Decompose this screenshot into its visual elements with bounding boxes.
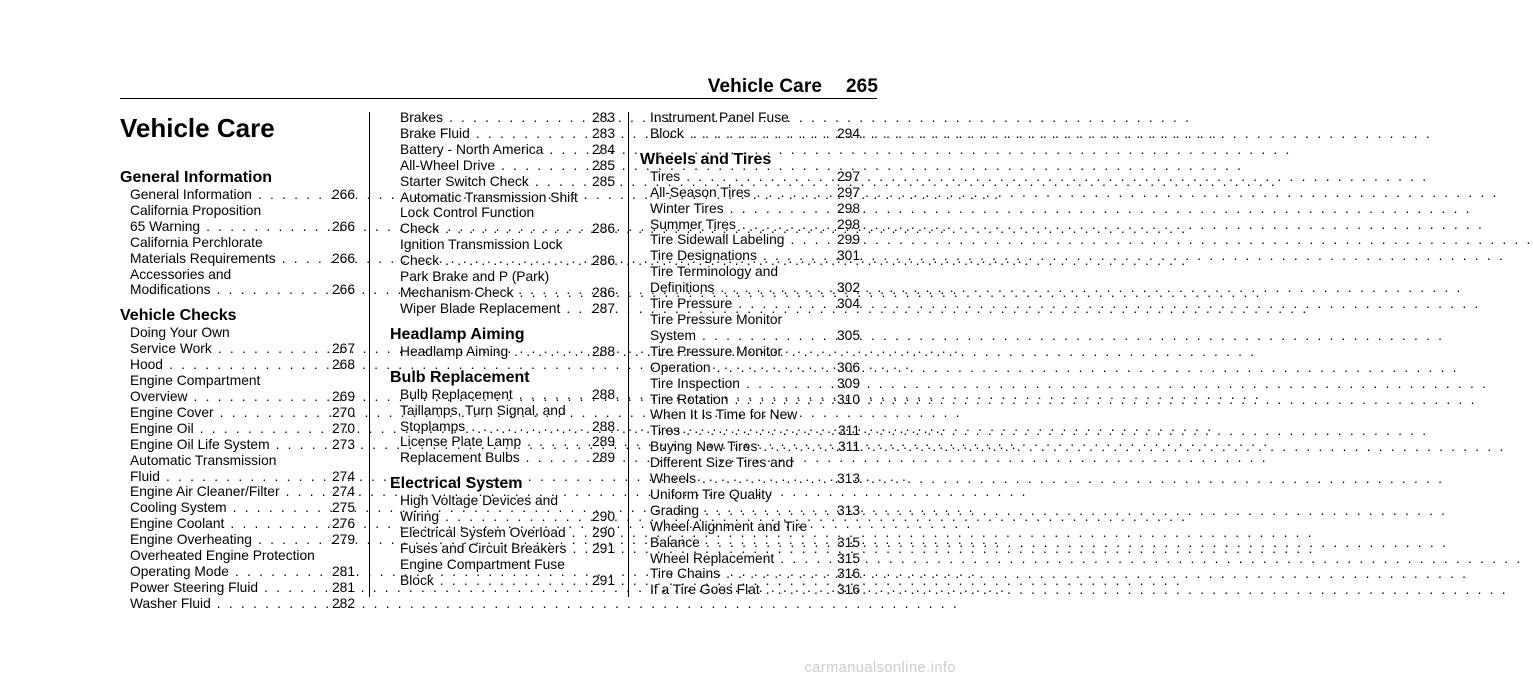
dot-leader [680, 423, 1428, 438]
toc-entry-text: Block [400, 572, 434, 588]
toc-page-number: 302 [836, 280, 860, 296]
toc-page-number: 306 [836, 359, 860, 375]
toc-entry-text: Engine Oil Life System [130, 436, 270, 452]
toc-entry-text: Taillamps, Turn Signal, and [400, 402, 566, 418]
toc-entry[interactable] [650, 312, 860, 344]
toc-page-number: 299 [836, 232, 860, 248]
toc-entry-text: Automatic Transmission Shift [400, 189, 578, 205]
toc-entry[interactable] [650, 566, 860, 582]
toc-entry-text: Hood [130, 357, 163, 373]
toc-page-number: 283 [591, 125, 615, 141]
toc-entry-text: Headlamp Aiming [400, 343, 509, 359]
toc-page-number: 316 [836, 582, 860, 598]
toc-page-number: 291 [591, 540, 615, 556]
toc-entry-text: Tire Pressure [650, 296, 733, 312]
toc-entry-text: Definitions [650, 280, 715, 296]
toc-page-number: 310 [836, 391, 860, 407]
toc-entry[interactable] [130, 453, 355, 485]
toc-entry-text: Engine Cover [130, 404, 214, 420]
toc-entry-text: Tire Terminology and [650, 264, 779, 280]
toc-page-number: 281 [331, 579, 355, 595]
toc-entry-text: Check [400, 221, 440, 237]
toc-entry-text: Engine Coolant [130, 516, 225, 532]
toc-entry-text: Ignition Transmission Lock [400, 237, 563, 253]
toc-entry-text: Wheels [650, 471, 697, 487]
section-heading: Vehicle Checks [120, 307, 237, 325]
toc-entry-text: Brakes [400, 110, 443, 125]
toc-entry[interactable] [400, 174, 615, 190]
toc-page-number: 270 [331, 420, 355, 436]
dot-leader [696, 471, 1444, 486]
toc-entry-text: Lock Control Function [400, 205, 535, 221]
toc-entry-text: Wiring [400, 509, 440, 525]
toc-entry-text: Operation [650, 359, 711, 375]
toc-page-number: 287 [591, 300, 615, 316]
toc-entry-text: California Perchlorate [130, 234, 263, 250]
toc-page-number: 294 [836, 125, 860, 141]
toc-entry-text: Engine Air Cleaner/Filter [130, 484, 280, 500]
toc-entry-text: Overview [130, 388, 188, 404]
toc-page-number: 313 [836, 502, 860, 518]
toc-entry-text: If a Tire Goes Flat [650, 582, 760, 598]
section-heading: Headlamp Aiming [390, 325, 525, 343]
toc-entry-text: Doing Your Own [130, 325, 230, 341]
section-heading: General Information [120, 169, 273, 186]
toc-entry[interactable] [130, 580, 355, 596]
dot-leader [684, 126, 1432, 141]
toc-entry-text: Cooling System [130, 500, 227, 516]
toc-entry-text: Winter Tires [650, 200, 724, 216]
toc-page-number: 282 [331, 595, 355, 611]
toc-entry-text: License Plate Lamp [400, 434, 522, 450]
toc-page-number: 266 [331, 187, 355, 202]
header-page-number: 265 [845, 76, 878, 97]
toc-entry-text: Park Brake and P (Park) [400, 269, 550, 285]
toc-entry[interactable] [130, 596, 355, 612]
dot-leader [711, 360, 1459, 375]
toc-page-number: 311 [838, 439, 860, 455]
section-heading: Bulb Replacement [390, 368, 530, 386]
toc-entry[interactable] [130, 187, 355, 203]
toc-entry-text: Instrument Panel Fuse [650, 110, 789, 125]
toc-entry-text: Engine Overheating [130, 532, 252, 548]
dot-leader [724, 201, 1472, 216]
toc-column-1 [120, 110, 355, 612]
toc-page-number: 266 [331, 282, 355, 298]
toc-entry[interactable] [650, 376, 860, 392]
toc-entry-text: Washer Fluid [130, 595, 211, 611]
toc-page-number: 315 [836, 550, 860, 566]
toc-entry[interactable] [130, 500, 355, 516]
toc-entry-text: Mechanism Check [400, 284, 514, 300]
toc-entry-text: Balance [650, 534, 700, 550]
toc-page-number: 316 [836, 566, 860, 582]
toc-page-number: 270 [331, 404, 355, 420]
toc-entry[interactable] [650, 248, 860, 264]
toc-entry-text: Power Steering Fluid [130, 579, 259, 595]
toc-entry-text: Starter Switch Check [400, 173, 529, 189]
toc-entry[interactable] [650, 439, 860, 455]
toc-entry-text: Tire Sidewall Labeling [650, 232, 785, 248]
toc-entry[interactable] [400, 344, 615, 360]
toc-entry-text: Engine Compartment Fuse [400, 556, 565, 572]
toc-page-number: 274 [331, 468, 355, 484]
toc-entry-text: Fuses and Circuit Breakers [400, 540, 567, 556]
toc-page-number: 289 [591, 434, 615, 450]
toc-column-2 [390, 110, 615, 589]
toc-entry-text: Battery - North America [400, 141, 544, 157]
toc-page-number: 309 [836, 375, 860, 391]
toc-entry-text: Wiper Blade Replacement [400, 300, 561, 316]
toc-entry[interactable] [650, 392, 860, 408]
toc-entry-text: Check [400, 253, 440, 269]
toc-page-number: 298 [836, 216, 860, 232]
toc-entry-text: Electrical System Overload [400, 525, 566, 541]
toc-entry-text: Buying New Tires [650, 439, 758, 455]
toc-entry[interactable] [130, 357, 355, 373]
toc-entry[interactable] [400, 190, 615, 238]
toc-page-number: 284 [591, 141, 615, 157]
toc-entry-text: All-Season Tires [650, 184, 751, 200]
toc-page-number: 304 [836, 296, 860, 312]
toc-entry[interactable] [130, 421, 355, 437]
toc-page-number: 281 [331, 563, 355, 579]
toc-entry-text: Stoplamps [400, 418, 466, 434]
toc-entry[interactable] [650, 232, 860, 248]
toc-entry[interactable] [400, 142, 615, 158]
toc-page-number: 297 [836, 184, 860, 200]
toc-entry-text: Engine Oil [130, 420, 194, 436]
toc-page-number: 286 [591, 253, 615, 269]
toc-entry[interactable] [400, 237, 615, 269]
toc-entry[interactable] [130, 516, 355, 532]
dot-leader [757, 439, 1505, 454]
toc-page-number: 286 [591, 284, 615, 300]
toc-page-number: 276 [331, 516, 355, 532]
dot-leader [696, 328, 1444, 343]
toc-entry[interactable] [130, 325, 355, 357]
toc-page-number: 285 [591, 157, 615, 173]
toc-entry[interactable] [400, 493, 615, 525]
toc-entry-text: Tire Pressure Monitor [650, 343, 783, 359]
toc-page-number: 288 [591, 418, 615, 434]
toc-entry[interactable] [130, 235, 355, 267]
dot-leader [750, 185, 1498, 200]
toc-entry-text: Summer Tires [650, 216, 736, 232]
toc-entry[interactable] [130, 548, 355, 580]
dot-leader [699, 503, 1447, 518]
toc-entry[interactable] [400, 269, 615, 301]
toc-entry-text: Materials Requirements [130, 250, 276, 266]
toc-page-number: 298 [836, 200, 860, 216]
toc-entry-text: 65 Warning [130, 218, 201, 234]
toc-entry-text: All-Wheel Drive [400, 157, 496, 173]
toc-entry-text: Overheated Engine Protection [130, 548, 315, 564]
toc-entry[interactable] [130, 437, 355, 453]
watermark: carmanualsonline.info [804, 660, 956, 676]
toc-entry[interactable] [650, 455, 860, 487]
toc-entry[interactable] [650, 551, 860, 567]
toc-page-number: 313 [836, 471, 860, 487]
toc-entry-text: Bulb Replacement [400, 386, 513, 402]
toc-entry[interactable] [650, 217, 860, 233]
toc-entry-text: Grading [650, 502, 700, 518]
toc-entry-text: Accessories and [130, 266, 232, 282]
header-rule [120, 98, 877, 99]
toc-entry-text: Different Size Tires and [650, 455, 794, 471]
toc-entry-text: Tire Pressure Monitor [650, 311, 783, 327]
dot-leader [680, 169, 1428, 184]
toc-page-number: 290 [591, 509, 615, 525]
toc-column-3 [640, 110, 860, 598]
toc-entry-text: Engine Compartment [130, 373, 261, 389]
toc-entry-text: Tires [650, 168, 681, 184]
toc-entry[interactable] [130, 532, 355, 548]
toc-entry[interactable] [650, 169, 860, 185]
header-section-title: Vehicle Care [707, 76, 822, 97]
toc-entry-text: Modifications [130, 282, 211, 298]
toc-entry[interactable] [130, 203, 355, 235]
dot-leader [774, 551, 1522, 566]
toc-entry[interactable] [650, 201, 860, 217]
toc-entry-text: Wheel Alignment and Tire [650, 518, 808, 534]
toc-page-number: 301 [836, 248, 860, 264]
toc-page-number: 269 [331, 388, 355, 404]
toc-entry-text: Tire Chains [650, 566, 721, 582]
toc-entry[interactable] [400, 541, 615, 557]
toc-entry[interactable] [130, 267, 355, 299]
toc-entry-text: System [650, 327, 696, 343]
toc-entry[interactable] [650, 519, 860, 551]
toc-entry[interactable] [400, 557, 615, 589]
toc-entry[interactable] [400, 450, 615, 466]
toc-page-number: 273 [331, 436, 355, 452]
dot-leader [508, 344, 1256, 359]
toc-entry[interactable] [650, 407, 860, 439]
toc-page-number: 285 [591, 173, 615, 189]
toc-entry-text: California Proposition [130, 202, 262, 218]
section-heading: Electrical System [390, 475, 523, 493]
toc-entry-text: Tire Designations [650, 248, 757, 264]
toc-entry[interactable] [400, 110, 615, 126]
section-heading: Wheels and Tires [640, 150, 772, 168]
running-header [708, 76, 878, 98]
toc-entry[interactable] [650, 185, 860, 201]
toc-page-number: 279 [331, 532, 355, 548]
toc-entry[interactable] [650, 296, 860, 312]
toc-entry[interactable] [130, 373, 355, 405]
toc-entry[interactable] [130, 484, 355, 500]
toc-entry-text: When It Is Time for New [650, 407, 798, 423]
toc-entry-text: General Information [130, 187, 252, 202]
toc-page-number: 288 [591, 343, 615, 359]
toc-entry[interactable] [650, 264, 860, 296]
dot-leader [720, 566, 1468, 581]
toc-page-number: 266 [331, 250, 355, 266]
toc-entry-text: Tire Inspection [650, 375, 740, 391]
toc-entry-text: Wheel Replacement [650, 550, 775, 566]
toc-page-number: 311 [838, 423, 860, 439]
toc-page-number: 266 [331, 218, 355, 234]
toc-page-number: 297 [836, 168, 860, 184]
toc-page-number: 275 [331, 500, 355, 516]
toc-entry-text: Block [650, 125, 684, 141]
chapter-title: Vehicle Care [120, 113, 275, 143]
toc-page-number: 274 [331, 484, 355, 500]
dot-leader [700, 535, 1448, 550]
toc-page-number: 315 [836, 534, 860, 550]
toc-page-number: 288 [591, 386, 615, 402]
toc-entry[interactable] [400, 525, 615, 541]
toc-entry[interactable] [400, 434, 615, 450]
dot-leader [760, 582, 1508, 597]
toc-entry-text: Tire Rotation [650, 391, 729, 407]
dot-leader [714, 280, 1462, 295]
toc-entry[interactable] [650, 582, 860, 598]
toc-entry-text: Automatic Transmission [130, 452, 277, 468]
toc-entry[interactable] [400, 158, 615, 174]
toc-page-number: 283 [591, 110, 615, 125]
toc-entry[interactable] [650, 487, 860, 519]
toc-entry[interactable] [400, 387, 615, 403]
toc-entry-text: Service Work [130, 341, 212, 357]
toc-entry[interactable] [130, 405, 355, 421]
toc-entry-text: Tires [650, 423, 681, 439]
toc-entry[interactable] [400, 403, 615, 435]
toc-entry-text: High Voltage Devices and [400, 493, 558, 509]
toc-entry-text: Fluid [130, 468, 160, 484]
toc-entry-text: Brake Fluid [400, 125, 470, 141]
toc-page-number: 290 [591, 525, 615, 541]
toc-page-number: 268 [331, 357, 355, 373]
toc-page-number: 267 [331, 341, 355, 357]
toc-entry[interactable] [650, 110, 860, 142]
toc-entry[interactable] [400, 126, 615, 142]
toc-entry-text: Uniform Tire Quality [650, 486, 772, 502]
toc-page-number: 286 [591, 221, 615, 237]
toc-page-number: 291 [591, 572, 615, 588]
toc-entry[interactable] [400, 301, 615, 317]
dot-leader [784, 232, 1532, 247]
dot-leader [757, 248, 1505, 263]
toc-entry[interactable] [650, 344, 860, 376]
toc-entry-text: Operating Mode [130, 563, 229, 579]
toc-entry-text: Replacement Bulbs [400, 450, 520, 466]
toc-page-number: 305 [836, 327, 860, 343]
toc-page-number: 289 [591, 450, 615, 466]
